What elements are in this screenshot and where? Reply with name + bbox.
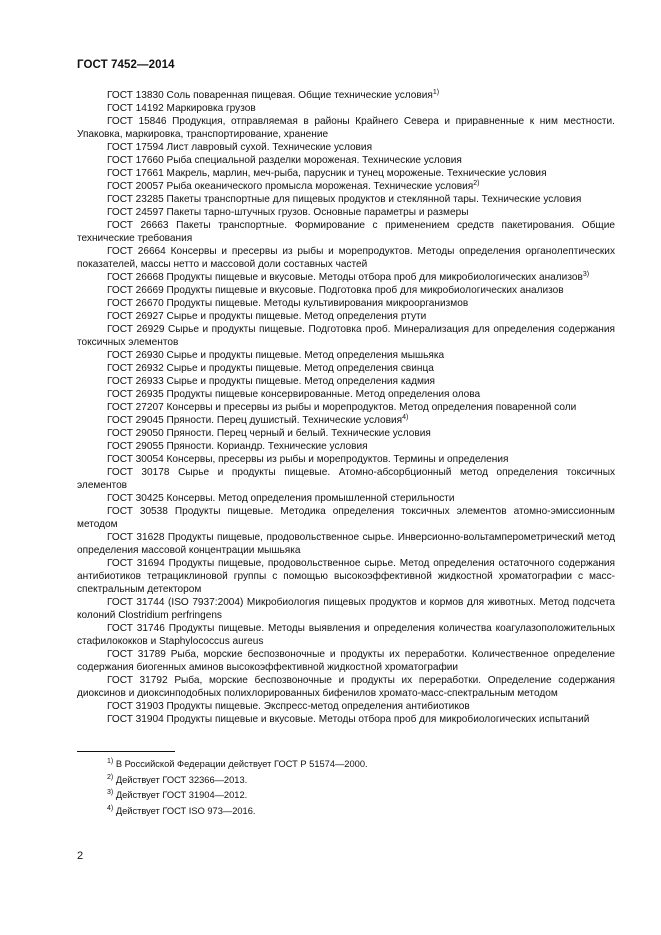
reference-entry: ГОСТ 31694 Продукты пищевые, продовольственное сырье. Метод определения остаточного содержания антибиотиков тетрациклиновой группы с помощью высокоэффективной жидкостной хроматографии с масс-спектральным детектором (77, 558, 615, 595)
reference-entry: ГОСТ 26663 Пакеты транспортные. Формирование с применением средств пакетирования. Общие технические требования (77, 220, 615, 244)
reference-entry: ГОСТ 31789 Рыба, морские беспозвоночные и продукты их переработки. Количественное определение содержания биогенных аминов высокоэффективной жидкостной хроматографии (77, 649, 615, 673)
normative-references-list (77, 89, 615, 726)
reference-entry: ГОСТ 20057 Рыба океанического промысла мороженая. Технические условия$^{2)}$ (107, 180, 480, 192)
reference-entry: ГОСТ 31792 Рыба, морские беспозвоночные и продукты их переработки. Определение содержания диоксинов и диоксинподобных полихлорированных бифенилов хромато-масс-спектральным методом (77, 675, 615, 699)
reference-entry: ГОСТ 29045 Пряности. Перец душистый. Технические условия$^{4)}$ (107, 414, 409, 426)
reference-entry: ГОСТ 26930 Сырье и продукты пищевые. Метод определения мышьяка (107, 350, 445, 361)
reference-entry: ГОСТ 26927 Сырье и продукты пищевые. Метод определения ртути (107, 311, 427, 322)
reference-entry: ГОСТ 26669 Продукты пищевые и вкусовые. Подготовка проб для микробиологических анализов (107, 285, 564, 296)
reference-entry: ГОСТ 30178 Сырье и продукты пищевые. Атомно-абсорбционный метод определения токсичных элементов (77, 467, 615, 491)
footnote: $^{2)}$ Действует ГОСТ 32366—2013. (107, 773, 248, 785)
reference-entry: ГОСТ 26933 Сырье и продукты пищевые. Метод определения кадмия (107, 376, 436, 387)
reference-entry: ГОСТ 24597 Пакеты тарно-штучных грузов. Основные параметры и размеры (107, 207, 469, 218)
footnote: $^{3)}$ Действует ГОСТ 31904—2012. (107, 789, 248, 801)
reference-entry: ГОСТ 26670 Продукты пищевые. Методы культивирования микроорганизмов (107, 298, 469, 309)
reference-entry: ГОСТ 17661 Макрель, марлин, меч-рыба, парусник и тунец мороженые. Технические условия (107, 168, 547, 179)
reference-entry: ГОСТ 26664 Консервы и пресервы из рыбы и морепродуктов. Методы определения органолептических показателей, массы нетто и массовой доли составных частей (77, 246, 615, 270)
reference-entry: ГОСТ 26668 Продукты пищевые и вкусовые. Методы отбора проб для микробиологических анализов$^{3)}$ (107, 271, 590, 283)
reference-entry: ГОСТ 15846 Продукция, отправляемая в районы Крайнего Севера и приравненные к ним местности. Упаковка, маркировка, транспортирование, хранение (77, 116, 615, 140)
footnote: $^{4)}$ Действует ГОСТ ISO 973—2016. (107, 804, 256, 816)
reference-entry: ГОСТ 29050 Пряности. Перец черный и белый. Технические условия (107, 428, 431, 439)
reference-entry: ГОСТ 26929 Сырье и продукты пищевые. Подготовка проб. Минерализация для определения содержания токсичных элементов (77, 324, 615, 348)
page-number: 2 (77, 850, 84, 862)
document-header: ГОСТ 7452—2014 (77, 59, 175, 71)
reference-entry: ГОСТ 26932 Сырье и продукты пищевые. Метод определения свинца (107, 363, 434, 374)
reference-entry: ГОСТ 31904 Продукты пищевые и вкусовые. Методы отбора проб для микробиологических испытаний (107, 714, 590, 725)
reference-entry: ГОСТ 26935 Продукты пищевые консервированные. Метод определения олова (107, 389, 481, 400)
reference-entry: ГОСТ 30425 Консервы. Метод определения промышленной стерильности (107, 493, 455, 504)
reference-entry: ГОСТ 27207 Консервы и пресервы из рыбы и морепродуктов. Метод определения поваренной соли (107, 402, 577, 413)
reference-entry: ГОСТ 17594 Лист лавровый сухой. Технические условия (107, 142, 373, 153)
reference-entry: ГОСТ 17660 Рыба специальной разделки мороженая. Технические условия (107, 155, 462, 166)
reference-entry: ГОСТ 31746 Продукты пищевые. Методы выявления и определения количества коагулазоположительных стафилококков и Staphylococcus aureus (77, 623, 615, 647)
reference-entry: ГОСТ 23285 Пакеты транспортные для пищевых продуктов и стеклянной тары. Технические условия (107, 194, 582, 205)
reference-entry: ГОСТ 31903 Продукты пищевые. Экспресс-метод определения антибиотиков (107, 701, 470, 712)
footnote: $^{1)}$ В Российской Федерации действует ГОСТ Р 51574—2000. (107, 758, 368, 769)
reference-entry: ГОСТ 30054 Консервы, пресервы из рыбы и морепродуктов. Термины и определения (107, 454, 509, 465)
reference-entry: ГОСТ 13830 Соль поваренная пищевая. Общие технические условия$^{1)}$ (107, 89, 440, 101)
reference-entry: ГОСТ 31744 (ISO 7937:2004) Микробиология пищевых продуктов и кормов для животных. Метод подсчета колоний Clostridium perfringens (77, 597, 615, 621)
reference-entry: ГОСТ 14192 Маркировка грузов (107, 103, 256, 114)
footnote-separator (77, 751, 175, 752)
reference-entry: ГОСТ 31628 Продукты пищевые, продовольственное сырье. Инверсионно-вольтамперометрический метод определения массовой концентрации мышьяка (77, 532, 615, 556)
reference-entry: ГОСТ 29055 Пряности. Кориандр. Технические условия (107, 441, 368, 452)
reference-entry: ГОСТ 30538 Продукты пищевые. Методика определения токсичных элементов атомно-эмиссионным методом (77, 506, 615, 530)
footnotes (77, 757, 368, 819)
